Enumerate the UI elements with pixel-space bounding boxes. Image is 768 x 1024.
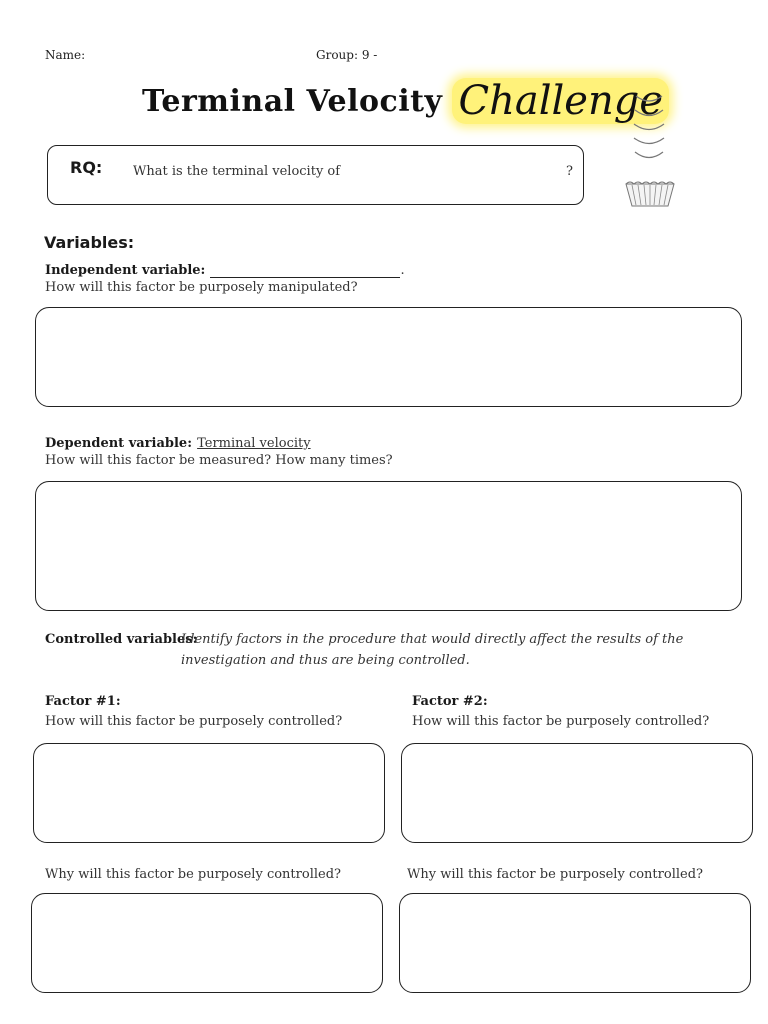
dependent-variable-line	[45, 432, 311, 451]
factor-1-why-prompt: Why will this factor be purposely controlled?	[45, 867, 341, 882]
independent-answer-box[interactable]	[35, 307, 742, 407]
title-main: Terminal Velocity	[142, 83, 443, 119]
dependent-prompt: How will this factor be measured? How many times?	[45, 453, 393, 468]
variables-heading: Variables:	[44, 233, 135, 252]
factor-2-how-box[interactable]	[401, 743, 753, 843]
independent-variable-label: Independent variable:	[45, 263, 206, 278]
independent-prompt: How will this factor be purposely manipulated?	[45, 280, 358, 295]
name-label: Name:	[45, 48, 86, 62]
dependent-answer-box[interactable]	[35, 481, 742, 611]
factor-1-label: Factor #1:	[45, 694, 121, 709]
rq-question-mark: ?	[566, 164, 573, 179]
research-question-box	[47, 145, 584, 205]
page-title	[142, 76, 669, 126]
factor-2-label: Factor #2:	[412, 694, 488, 709]
rq-question: What is the terminal velocity of	[133, 164, 341, 179]
controlled-instruction-line2: investigation and thus are being controlled.	[181, 653, 470, 668]
factor-2-how-prompt: How will this factor be purposely controlled?	[412, 714, 710, 729]
factor-1-how-prompt: How will this factor be purposely controlled?	[45, 714, 343, 729]
factor-2-why-prompt: Why will this factor be purposely controlled?	[407, 867, 703, 882]
cupcake-liner-icon	[618, 88, 684, 210]
factor-1-how-box[interactable]	[33, 743, 385, 843]
independent-variable-blank[interactable]	[210, 263, 400, 278]
controlled-instruction-line1: Identify factors in the procedure that would directly affect the results of the	[181, 632, 684, 647]
dependent-variable-value: Terminal velocity	[197, 436, 311, 451]
factor-1-why-box[interactable]	[31, 893, 383, 993]
dependent-variable-label: Dependent variable:	[45, 436, 192, 451]
group-label: Group: 9 -	[316, 48, 378, 62]
factor-2-why-box[interactable]	[399, 893, 751, 993]
independent-variable-period: .	[400, 263, 405, 278]
rq-label: RQ:	[70, 158, 103, 177]
controlled-variables-label: Controlled variables:	[45, 632, 198, 647]
independent-variable-line	[45, 259, 405, 278]
title-highlight: Challenge	[452, 78, 669, 124]
